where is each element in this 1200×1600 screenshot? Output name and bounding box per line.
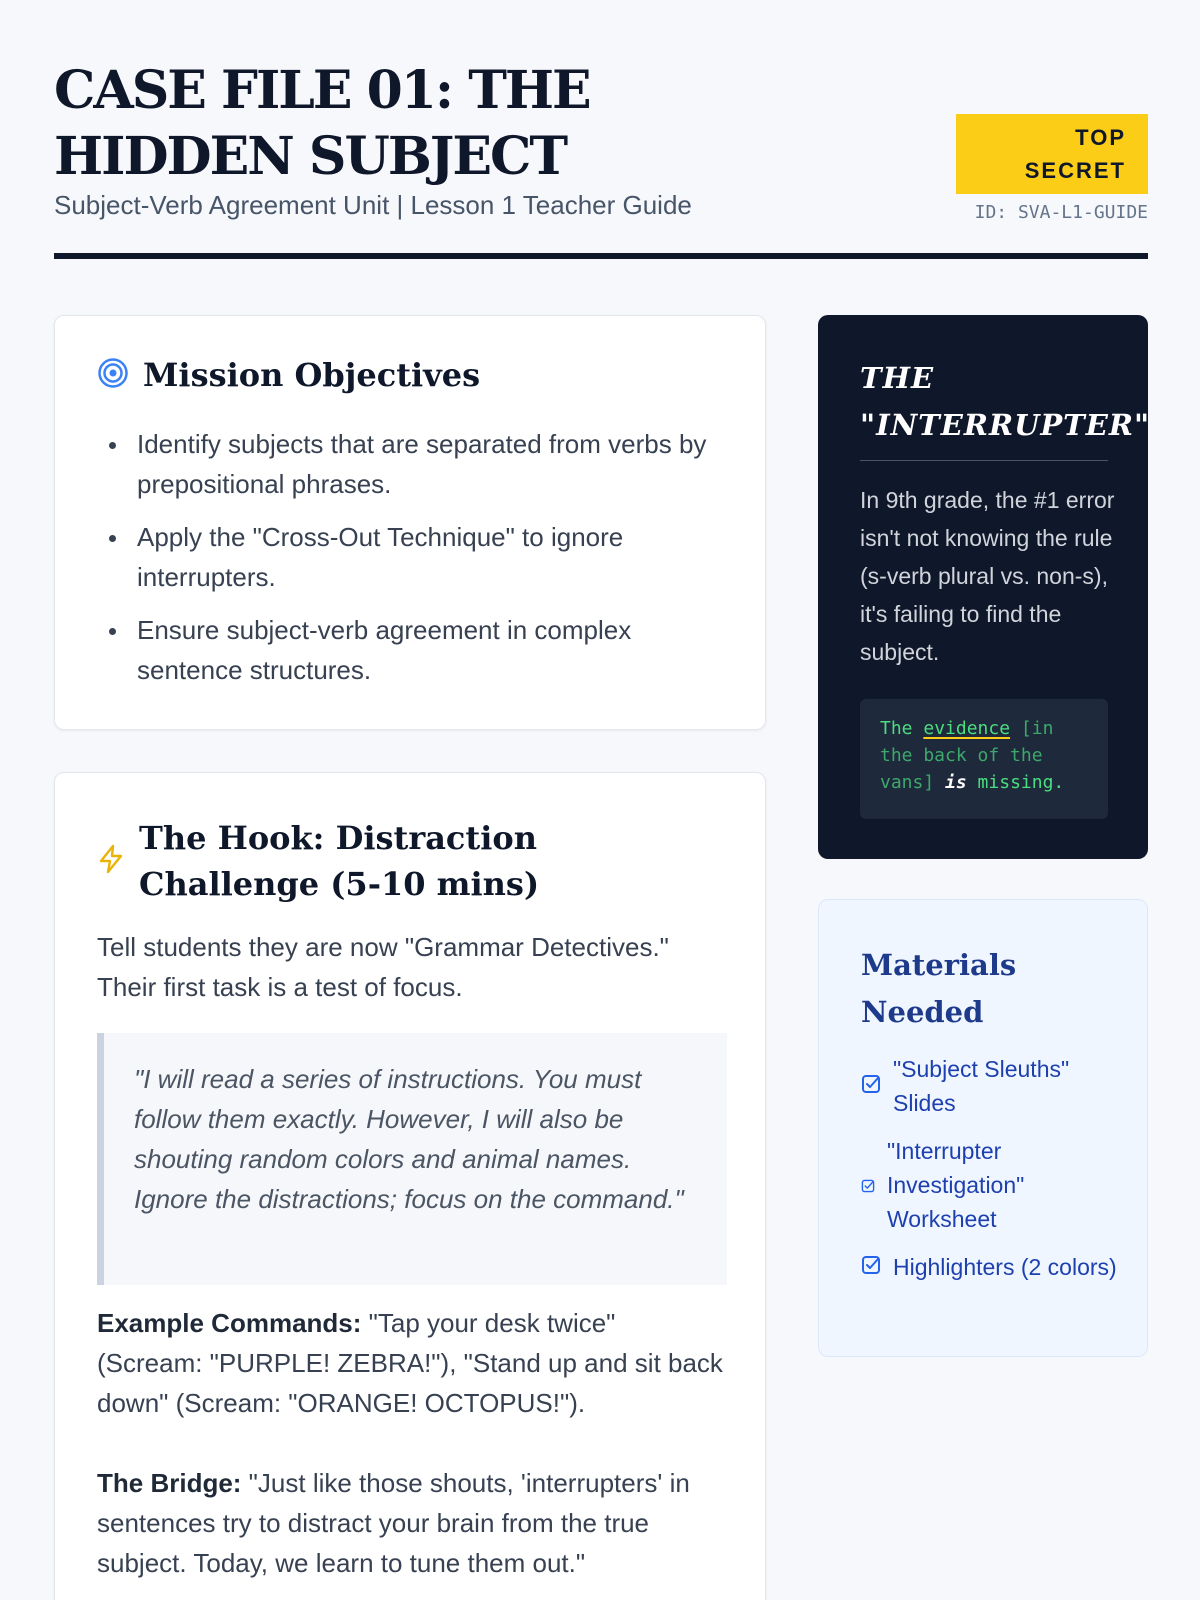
header-divider <box>54 253 1148 259</box>
hook-title: The Hook: Distraction Challenge (5-10 mins) <box>139 819 540 903</box>
classification-block <box>956 114 1148 223</box>
bridge-paragraph <box>97 1463 727 1583</box>
bridge-label: The Bridge: <box>97 1468 242 1498</box>
interrupter-card <box>818 315 1151 859</box>
code-post: missing. <box>966 772 1065 793</box>
hook-intro: Tell students they are now "Grammar Detectives." Their first task is a test of focus. <box>97 932 669 1002</box>
checkbox-icon <box>861 1168 875 1202</box>
objectives-list <box>97 424 717 703</box>
objective-item: Apply the "Cross-Out Technique" to ignore interrupters. <box>97 517 717 597</box>
material-label: "Subject Sleuths" Slides <box>893 1056 1070 1116</box>
page-subtitle: Subject-Verb Agreement Unit | Lesson 1 Teacher Guide <box>54 190 692 220</box>
materials-card <box>818 899 1148 1357</box>
material-item <box>861 1052 1121 1120</box>
teacher-script-quote: "I will read a series of instructions. You must follow them exactly. However, I will also be shouting random colors and animal names. Ignore the distractions; focus on the command." <box>97 1033 727 1285</box>
mission-objectives-card <box>54 315 766 730</box>
material-label: "Interrupter Investigation" Worksheet <box>887 1138 1025 1232</box>
code-verb: is <box>945 772 967 793</box>
example-commands-label: Example Commands: <box>97 1308 362 1338</box>
checkbox-icon <box>861 1069 881 1103</box>
page-header <box>54 58 1148 260</box>
interrupter-body: In 9th grade, the #1 error isn't not knowing the rule (s-verb plural vs. non-s), it's failing to find the subject. <box>860 487 1115 665</box>
example-sentence-code <box>860 699 1108 819</box>
material-item <box>861 1134 1121 1236</box>
top-secret-badge: TOP SECRET <box>956 114 1148 194</box>
bridge-text: "Just like those shouts, 'interrupters' in sentences try to distract your brain from the true subject. Today, we learn to tune them out." <box>97 1468 690 1578</box>
code-subject: evidence <box>923 718 1011 739</box>
page-title: CASE FILE 01: THE HIDDEN SUBJECT <box>54 60 590 187</box>
code-pre: The <box>880 718 924 739</box>
objective-item: Ensure subject-verb agreement in complex sentence structures. <box>97 610 717 690</box>
materials-list <box>861 1052 1121 1298</box>
hook-card <box>54 772 766 1600</box>
objectives-title: Mission Objectives <box>143 356 481 394</box>
objectives-header <box>97 356 480 394</box>
lightning-icon <box>97 844 125 879</box>
document-id: ID: SVA-L1-GUIDE <box>974 202 1148 223</box>
example-commands-text: "Tap your desk twice" (Scream: "PURPLE! ZEBRA!"), "Stand up and sit back down" (Scream: "ORANGE! OCTOPUS!"). <box>97 1308 723 1418</box>
code-interrupter-phrase: [in the back of the vans] <box>880 718 1054 793</box>
material-item <box>861 1250 1121 1284</box>
material-label: Highlighters (2 colors) <box>893 1254 1117 1280</box>
target-icon <box>97 357 129 394</box>
hook-header <box>97 815 717 907</box>
code-space <box>934 772 945 793</box>
objective-item: Identify subjects that are separated from verbs by prepositional phrases. <box>97 424 717 504</box>
materials-title: Materials Needed <box>861 948 1017 1029</box>
example-commands <box>97 1303 727 1423</box>
interrupter-title: THE "INTERRUPTER" <box>860 361 1151 442</box>
checkbox-icon <box>861 1250 881 1284</box>
interrupter-divider <box>860 460 1108 461</box>
